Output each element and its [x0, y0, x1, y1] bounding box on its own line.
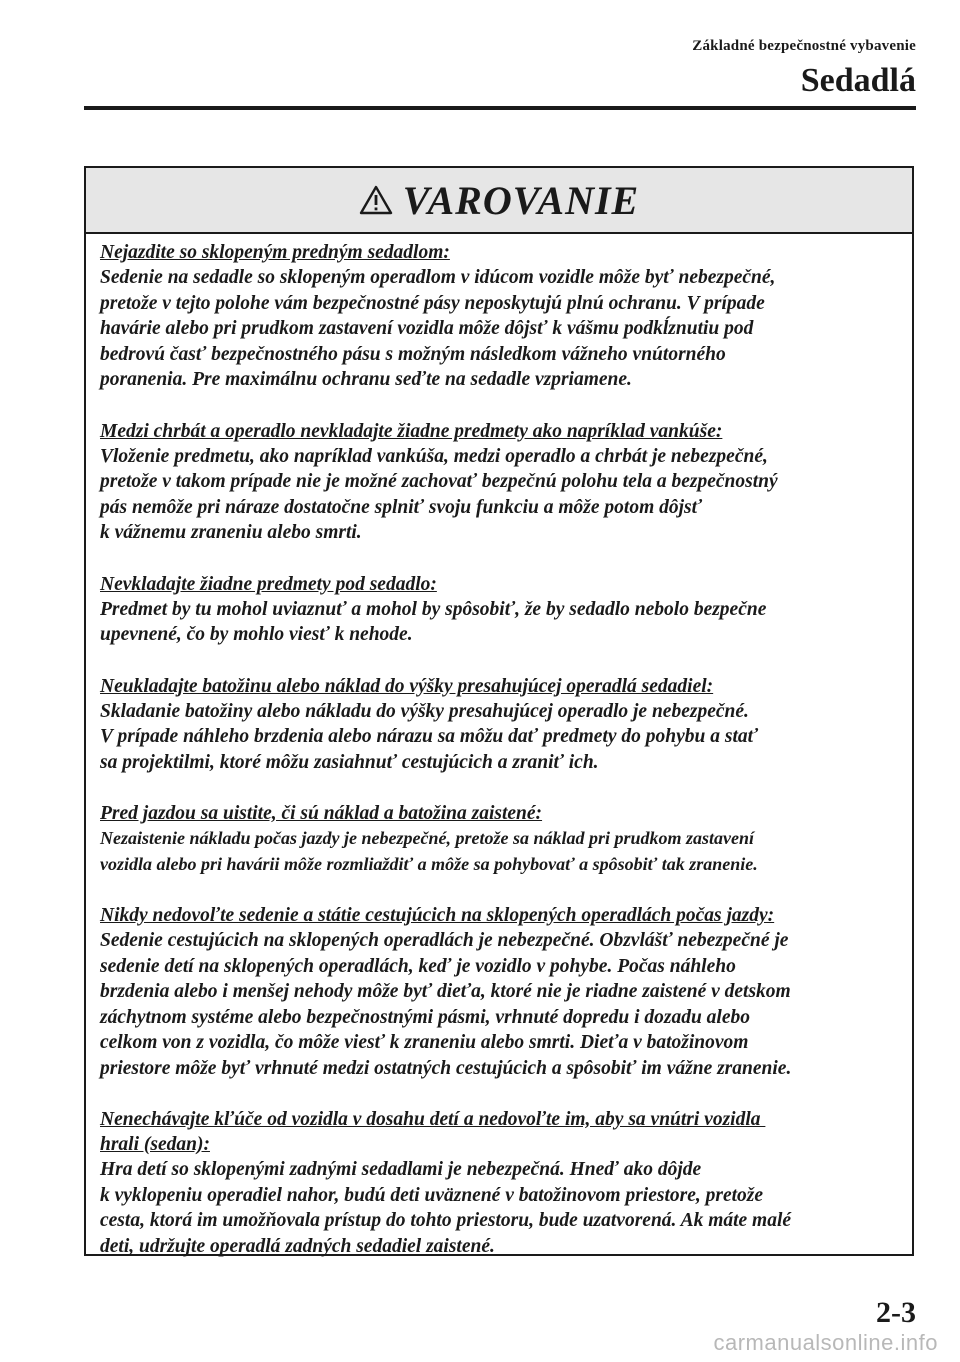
- section-subtitle: Základné bezpečnostné vybavenie: [692, 38, 916, 54]
- section-heading: Nikdy nedovoľte sedenie a státie cestujúcich na sklopených operadlách počas jazdy:: [100, 905, 775, 926]
- section-heading: Nenechávajte kľúče od vozidla v dosahu detí a nedovoľte im, aby sa vnútri vozidla hrali (sedan):: [100, 1109, 761, 1155]
- warning-section: [100, 674, 898, 776]
- page-title: Sedadlá: [800, 62, 916, 99]
- warning-section: [100, 801, 898, 877]
- section-heading: Neukladajte batožinu alebo náklad do výšky presahujúcej operadlá sedadiel:: [100, 675, 714, 697]
- section-text: Predmet by tu mohol uviaznuť a mohol by spôsobiť, že by sedadlo nebolo bezpečne upevnené, čo by mohlo viesť k nehode.: [100, 598, 767, 645]
- section-heading: Medzi chrbát a operadlo nevkladajte žiadne predmety ako napríklad vankúše:: [100, 420, 723, 442]
- header-divider: [84, 106, 916, 110]
- section-text: Sedenie na sedadle so sklopeným operadlom v idúcom vozidle môže byť nebezpečné, pretože v tejto polohe vám bezpečnostné pásy neposkytujú plnú ochranu. V prípade havárie alebo pri prudkom zastavení vozidla môže dôjsť k vášmu podkĺznutiu pod bedrovú časť bezpečnostného pásu s možným následkom vážneho vnútorného poranenia. Pre maximálnu ochranu seďte na sedadle vzpriamene.: [100, 267, 776, 390]
- section-text: Vloženie predmetu, ako napríklad vankúša, medzi operadlo a chrbát je nebezpečné, pretože v takom prípade nie je možné zachovať bezpečnú polohu tela a bezpečnostný pás nemôže pri náraze dostatočne splniť svoju funkciu a môže potom dôjsť k vážnemu zraneniu alebo smrti.: [100, 445, 778, 543]
- warning-section: [100, 419, 898, 546]
- warning-section: [100, 903, 898, 1081]
- warning-body: [86, 234, 912, 1259]
- section-text: Sedenie cestujúcich na sklopených operadlách je nebezpečné. Obzvlášť nebezpečné je sedenie detí na sklopených operadlách, keď je vozidlo v pohybe. Počas náhleho brzdenia alebo i menšej nehody môže byť dieťa, ktoré nie je riadne zaistené v detskom záchytnom systéme alebo bezpečnostnými pásmi, vrhnuté dopredu i dozadu alebo celkom von z vozidla, čo môže viesť k zraneniu alebo smrti. Dieťa v batožinovom priestore môže byť vrhnuté medzi ostatných cestujúcich a spôsobiť im vážne zranenie.: [100, 930, 792, 1079]
- warning-section: [100, 572, 898, 648]
- warning-header: [86, 168, 912, 234]
- section-heading: Nejazdite so sklopeným predným sedadlom:: [100, 242, 450, 263]
- section-text: Skladanie batožiny alebo nákladu do výšky presahujúcej operadlo je nebezpečné. V prípade náhleho brzdenia alebo nárazu sa môžu dať predmety do pohybu a stať sa projektilmi, ktoré môžu zasiahnuť cestujúcich a zraniť ich.: [100, 700, 758, 773]
- page-number: 2-3: [876, 1296, 916, 1329]
- warning-section: [100, 240, 898, 393]
- warning-box: [84, 166, 914, 1256]
- section-text: Nezaistenie nákladu počas jazdy je nebezpečné, pretože sa náklad pri prudkom zastavení vozidla alebo pri havárii môže rozmliaždiť a môže sa pohybovať a spôsobiť tak zranenie.: [100, 828, 758, 874]
- warning-triangle-icon: [359, 185, 393, 215]
- section-heading: Pred jazdou sa uistite, či sú náklad a batožina zaistené:: [100, 803, 543, 824]
- watermark: carmanualsonline.info: [713, 1330, 938, 1355]
- warning-section: [100, 1107, 898, 1259]
- warning-title: VAROVANIE: [402, 177, 640, 223]
- section-text: Hra detí so sklopenými zadnými sedadlami je nebezpečná. Hneď ako dôjde k vyklopeniu operadiel nahor, budú deti uväznené v batožinovom priestore, pretože cesta, ktorá im umožňovala prístup do tohto priestoru, bude uzatvorená. Ak máte malé deti, udržujte operadlá zadných sedadiel zaistené.: [100, 1159, 792, 1257]
- section-heading: Nevkladajte žiadne predmety pod sedadlo:: [100, 573, 437, 595]
